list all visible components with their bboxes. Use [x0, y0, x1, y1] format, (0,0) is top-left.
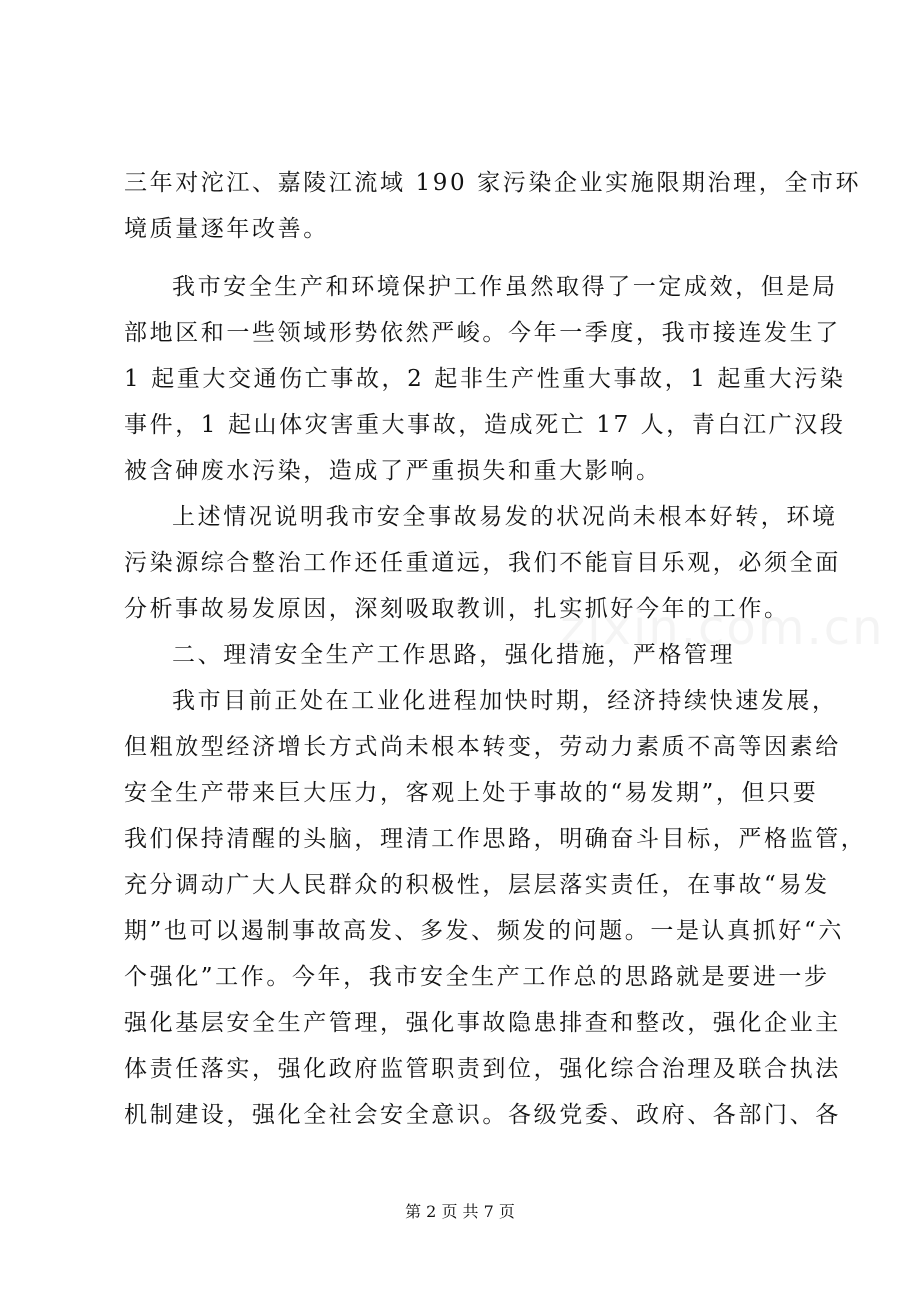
paragraph-line: 但粗放型经济增长方式尚未根本转变，劳动力素质不高等因素给: [124, 734, 841, 760]
watermark: zixin.com.cn: [560, 600, 885, 656]
paragraph-line: 期”也可以遏制事故高发、多发、频发的问题。一是认真抓好“六: [124, 918, 844, 944]
paragraph-line: 污染源综合整治工作还任重道远，我们不能盲目乐观，必须全面: [124, 550, 841, 576]
paragraph-line: 安全生产带来巨大压力，客观上处于事故的“易发期”，但只要: [124, 780, 819, 806]
paragraph-line: 1 起重大交通伤亡事故，2 起非生产性重大事故，1 起重大污染: [124, 366, 846, 392]
section-heading: 二、理清安全生产工作思路，强化措施，严格管理: [172, 642, 736, 668]
paragraph-line: 个强化”工作。今年，我市安全生产工作总的思路就是要进一步: [124, 964, 830, 990]
paragraph-line: 我市安全生产和环境保护工作虽然取得了一定成效，但是局: [172, 274, 838, 300]
paragraph-line: 被含砷废水污染，造成了严重损失和重大影响。: [124, 458, 662, 484]
paragraph-line: 体责任落实，强化政府监管职责到位，强化综合治理及联合执法: [124, 1056, 841, 1082]
paragraph-line: 分析事故易发原因，深刻吸取教训，扎实抓好今年的工作。: [124, 596, 790, 622]
page-footer: 第 2 页 共 7 页: [405, 1202, 515, 1221]
paragraph-line: 上述情况说明我市安全事故易发的状况尚未根本好转，环境: [172, 504, 838, 530]
paragraph-line: 三年对沱江、嘉陵江流域 190 家污染企业实施限期治理，全市环: [124, 170, 862, 196]
paragraph-line: 强化基层安全生产管理，强化事故隐患排查和整改，强化企业主: [124, 1010, 841, 1036]
paragraph-line: 机制建设，强化全社会安全意识。各级党委、政府、各部门、各: [124, 1102, 841, 1128]
paragraph-line: 充分调动广大人民群众的积极性，层层落实责任，在事故“易发: [124, 872, 830, 898]
paragraph-line: 我们保持清醒的头脑，理清工作思路，明确奋斗目标，严格监管，: [124, 826, 867, 852]
paragraph-line: 部地区和一些领域形势依然严峻。今年一季度，我市接连发生了: [124, 320, 841, 346]
paragraph-line: 境质量逐年改善。: [124, 216, 329, 242]
paragraph-line: 事件，1 起山体灾害重大事故，造成死亡 17 人，青白江广汉段: [124, 412, 846, 438]
paragraph-line: 我市目前正处在工业化进程加快时期，经济持续快速发展，: [172, 688, 838, 714]
